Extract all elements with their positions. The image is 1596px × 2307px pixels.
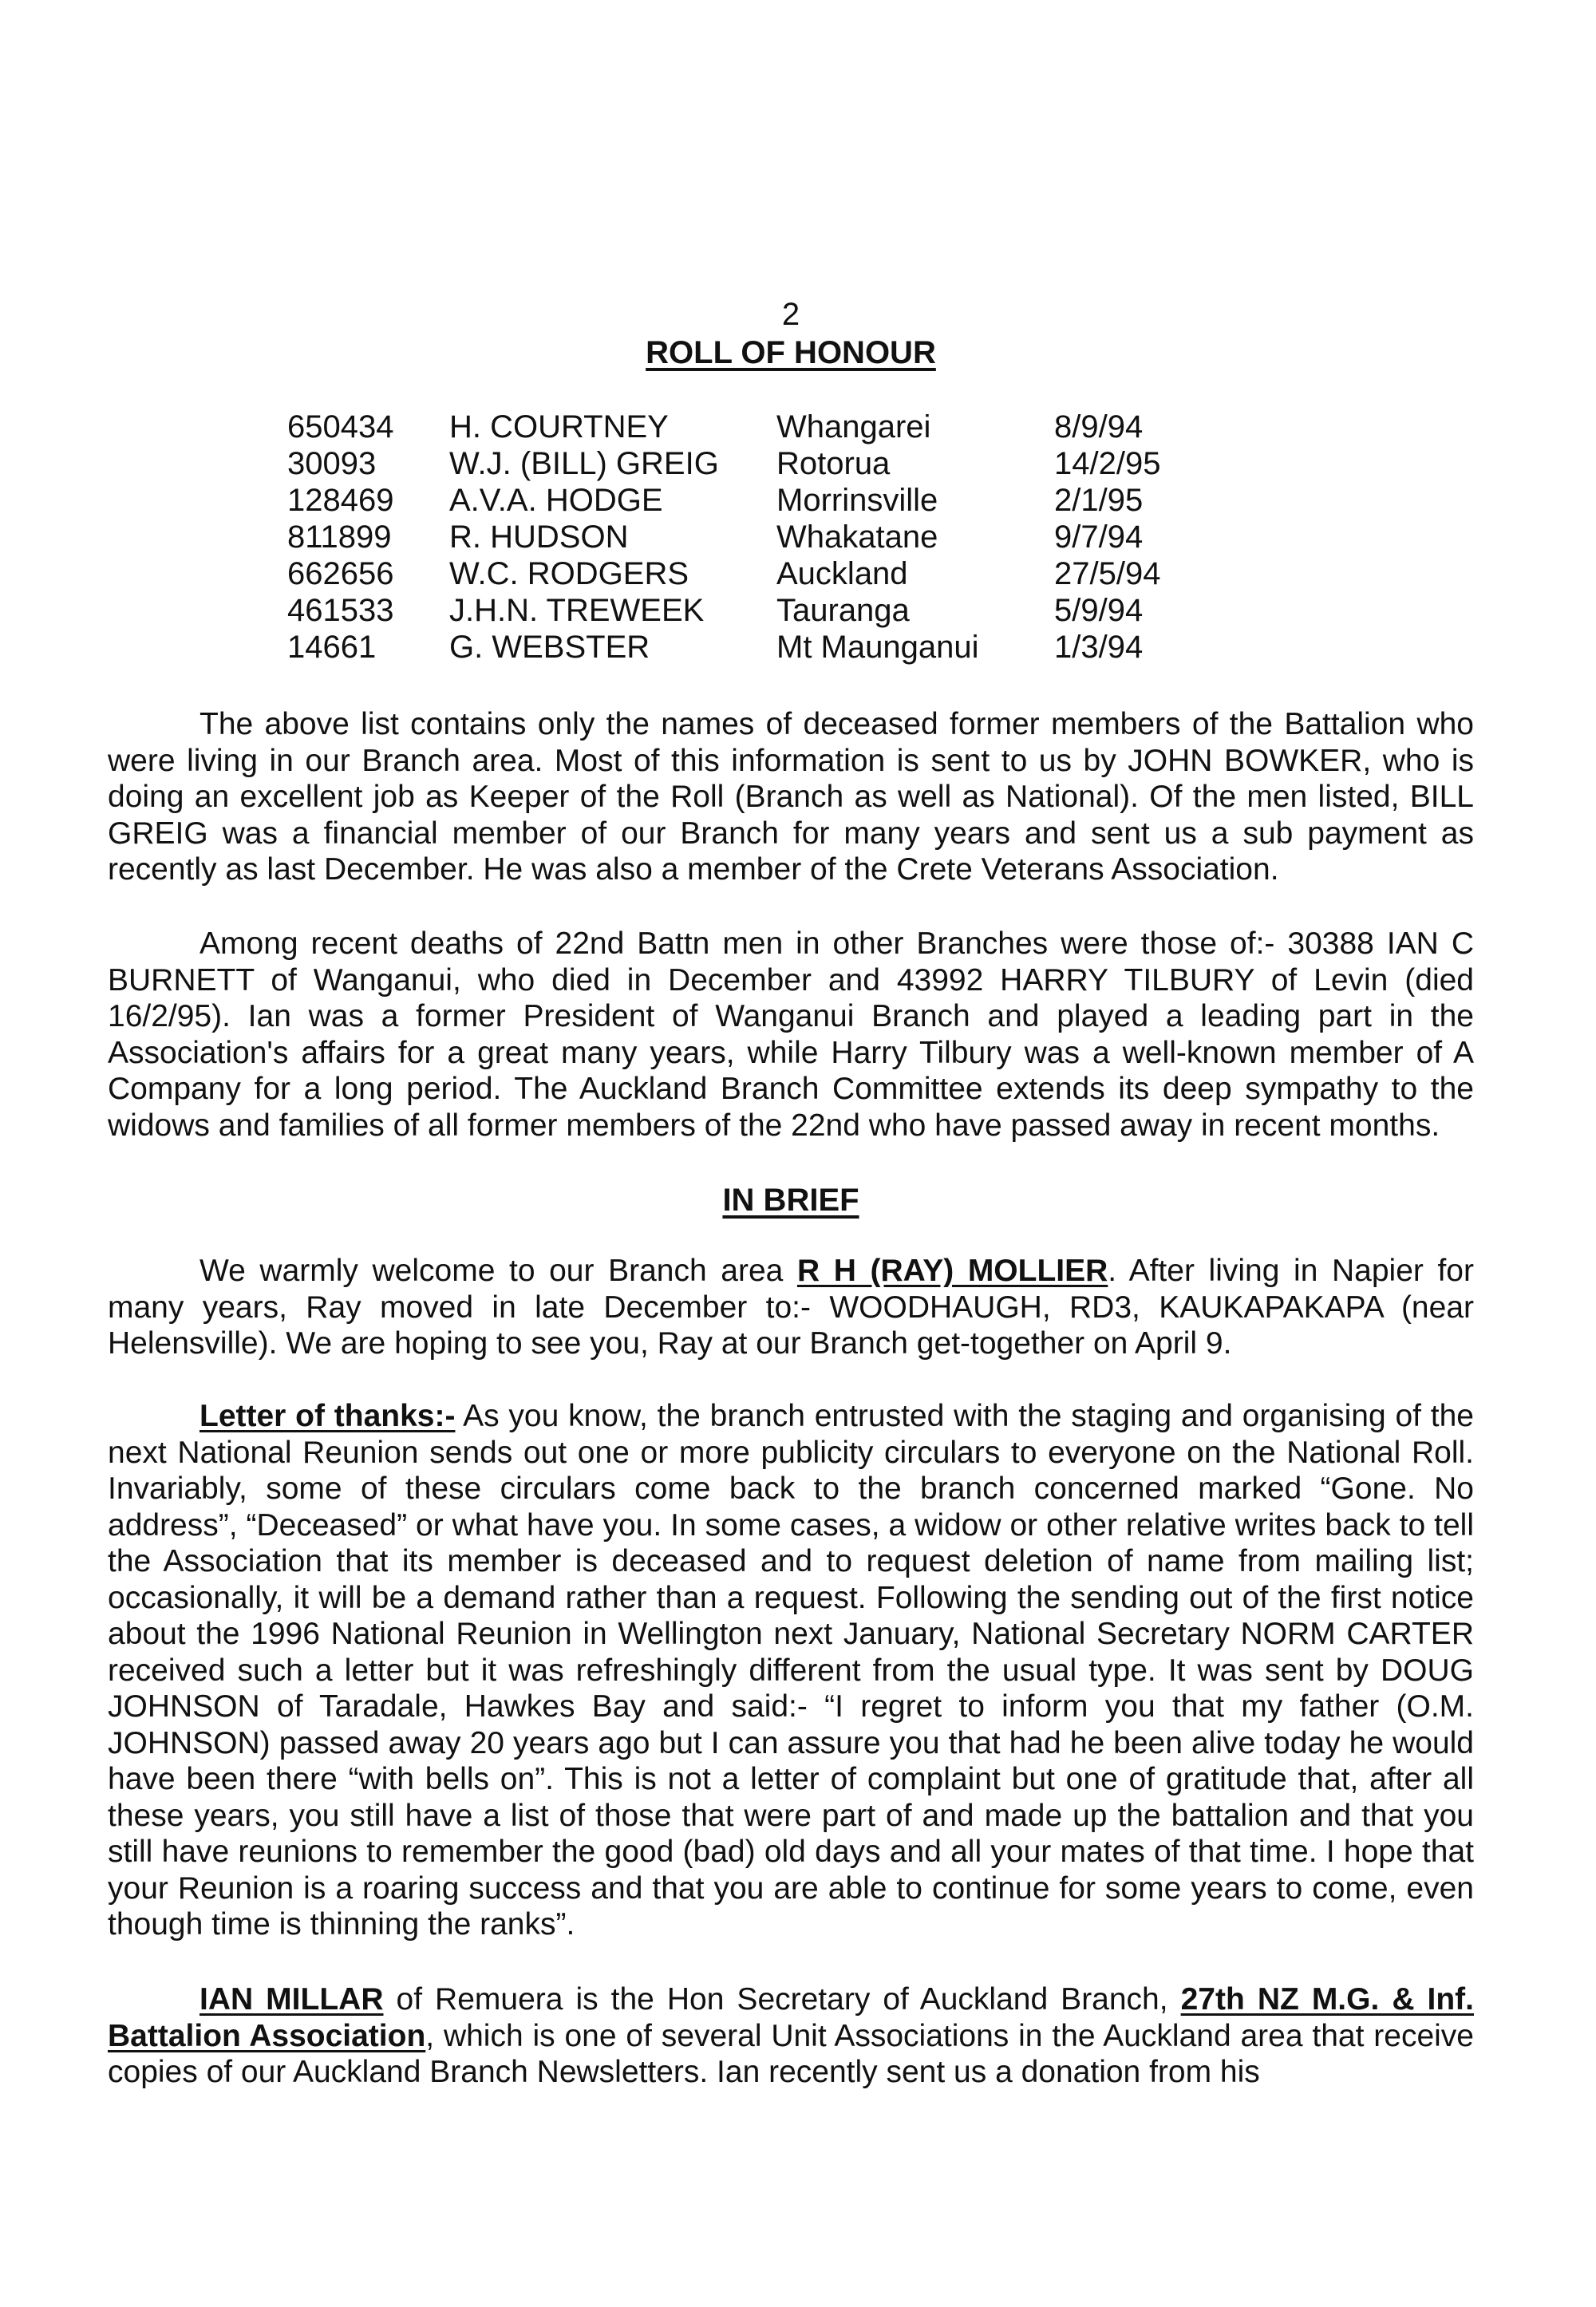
roll-row	[287, 592, 1182, 629]
date-of-death: 1/3/94	[1054, 630, 1144, 665]
ian-millar-paragraph	[108, 1981, 1474, 2091]
member-name: H. COURTNEY	[449, 409, 669, 444]
service-number: 811899	[287, 519, 392, 555]
member-place: Tauranga	[776, 593, 910, 628]
date-of-death: 14/2/95	[1054, 446, 1161, 481]
roll-of-honour-table	[287, 409, 1182, 666]
date-of-death: 27/5/94	[1054, 556, 1161, 591]
recent-deaths-paragraph: Among recent deaths of 22nd Battn men in other Branches were those of:- 30388 IAN C BURNETT of Wanganui, who died in December and 43992 HARRY TILBURY of Levin (died 16/2/95). Ian was a former President of Wanganui Branch and played a leading part in the Association's affairs for a great many years, while Harry Tilbury was a well-known member of A Company for a long period. The Auckland Branch Committee extends its deep sympathy to the widows and families of all former members of the 22nd who have passed away in recent months.	[108, 926, 1474, 1143]
member-place: Mt Maunganui	[776, 630, 979, 665]
roll-of-honour-note: The above list contains only the names of deceased former members of the Battalion who were living in our Branch area. Most of this information is sent to us by JOHN BOWKER, who is doing an excellent job as Keeper of the Roll (Branch as well as National). Of the men listed, BILL GREIG was a financial member of our Branch for many years and sent us a sub payment as recently as last December. He was also a member of the Crete Veterans Association.	[108, 707, 1474, 887]
member-name: A.V.A. HODGE	[449, 483, 663, 518]
date-of-death: 2/1/95	[1054, 483, 1144, 518]
service-number: 650434	[287, 409, 394, 444]
in-brief-title: IN BRIEF	[722, 1183, 859, 1218]
welcome-member-name: R H (RAY) MOLLIER	[796, 1254, 1108, 1288]
letter-of-thanks-heading: Letter of thanks:-	[200, 1399, 456, 1433]
welcome-lead: We warmly welcome to our Branch area	[200, 1254, 797, 1288]
member-name: W.C. RODGERS	[449, 556, 689, 591]
ian-millar-name: IAN MILLAR	[200, 1982, 384, 2017]
roll-row	[287, 555, 1182, 592]
ian-millar-text-a: of Remuera is the Hon Secretary of Auckland Branch,	[383, 1982, 1181, 2017]
page-number: 2	[781, 297, 800, 332]
association-name: 27th NZ M.G. & Inf. Battalion Association	[108, 1982, 1474, 2053]
roll-of-honour-title: ROLL OF HONOUR	[646, 335, 936, 370]
service-number: 461533	[287, 593, 394, 628]
letter-of-thanks-paragraph	[108, 1398, 1474, 1943]
date-of-death: 8/9/94	[1054, 409, 1144, 444]
roll-row	[287, 445, 1182, 482]
date-of-death: 9/7/94	[1054, 519, 1144, 555]
roll-row	[287, 629, 1182, 666]
welcome-rest: . After living in Napier for many years, Ray moved in late December to:- WOODHAUGH, RD3, KAUKAPAKAPA (near Helensville). We are hoping to see you, Ray at our Branch get-together on April 9.	[108, 1254, 1474, 1361]
member-name: W.J. (BILL) GREIG	[449, 446, 719, 481]
letter-of-thanks-text: As you know, the branch entrusted with the staging and organising of the next National Reunion sends out one or more publicity circulars to everyone on the National Roll. Invariably, some of these circulars come back to the branch concerned marked “Gone. No address”, “Deceased” or what have you. In some cases, a widow or other relative writes back to tell the Association that its member is deceased and to request deletion of name from mailing list; occasionally, it will be a demand rather than a request. Following the sending out of the first notice about the 1996 National Reunion in Wellington next January, National Secretary NORM CARTER received such a letter but it was refreshingly different from the usual type. It was sent by DOUG JOHNSON of Taradale, Hawkes Bay and said:- “I regret to inform you that my father (O.M. JOHNSON) passed away 20 years ago but I can assure you that had he been alive today he would have been there “with bells on”. This is not a letter of complaint but one of gratitude that, after all these years, you still have a list of those that were part of and made up the battalion and that you still have reunions to remember the good (bad) old days and all your mates of that time. I hope that your Reunion is a roaring success and that you are able to continue for some years to come, even though time is thinning the ranks”.	[108, 1399, 1475, 1942]
member-place: Whangarei	[776, 409, 931, 444]
service-number: 30093	[287, 446, 377, 481]
service-number: 14661	[287, 630, 377, 665]
roll-row	[287, 519, 1182, 555]
member-place: Morrinsville	[776, 483, 938, 518]
member-name: J.H.N. TREWEEK	[449, 593, 705, 628]
welcome-paragraph	[108, 1253, 1474, 1362]
member-name: R. HUDSON	[449, 519, 629, 555]
member-name: G. WEBSTER	[449, 630, 650, 665]
service-number: 128469	[287, 483, 394, 518]
ian-millar-text-b: , which is one of several Unit Associations in the Auckland area that receive copies of our Auckland Branch Newsletters. Ian recently sent us a donation from his	[108, 2018, 1474, 2089]
roll-row	[287, 482, 1182, 519]
member-place: Whakatane	[776, 519, 938, 555]
service-number: 662656	[287, 556, 394, 591]
member-place: Rotorua	[776, 446, 891, 481]
date-of-death: 5/9/94	[1054, 593, 1144, 628]
roll-row	[287, 409, 1182, 445]
roll-of-honour-rows	[287, 409, 1182, 666]
member-place: Auckland	[776, 556, 908, 591]
